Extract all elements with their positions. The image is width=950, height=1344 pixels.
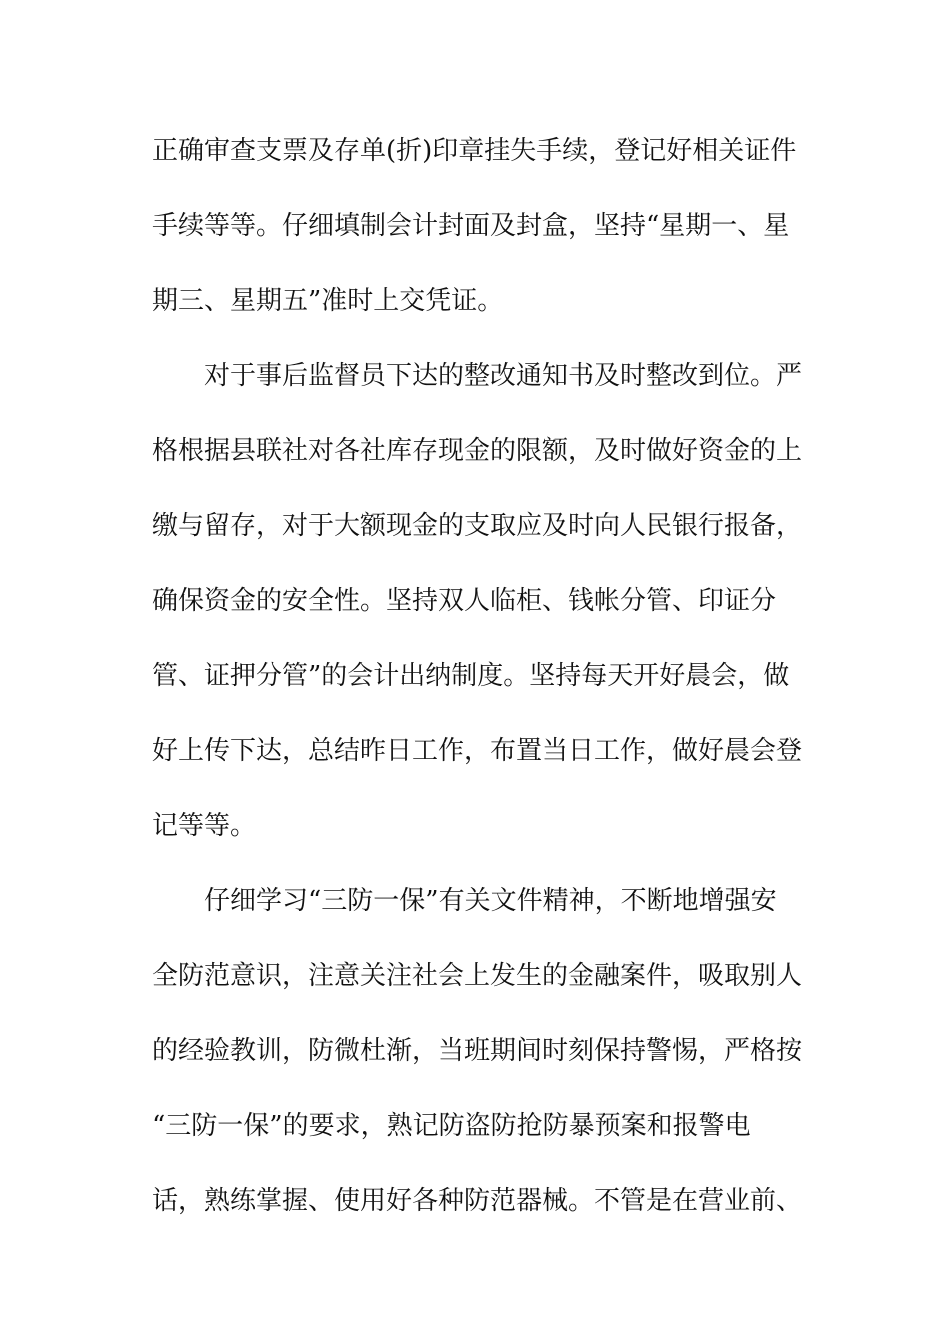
- text-line: 格根据县联社对各社库存现金的限额，及时做好资金的上: [152, 436, 803, 466]
- text-line: 缴与留存，对于大额现金的支取应及时向人民银行报备，: [152, 511, 803, 541]
- text-line: 记等等。: [152, 811, 257, 841]
- text-line: 期三、星期五”准时上交凭证。: [152, 286, 504, 316]
- text-line: 的经验教训，防微杜渐，当班期间时刻保持警惕，严格按: [152, 1036, 803, 1066]
- text-line: “三防一保”的要求，熟记防盗防抢防暴预案和报警电: [152, 1111, 751, 1141]
- text-line: 正确审查支票及存单(折)印章挂失手续，登记好相关证件: [152, 136, 797, 166]
- text-line: 全防范意识，注意关注社会上发生的金融案件，吸取别人: [152, 961, 803, 991]
- text-line: 确保资金的安全性。坚持双人临柜、钱帐分管、印证分: [152, 586, 777, 616]
- text-line: 好上传下达，总结昨日工作，布置当日工作，做好晨会登: [152, 736, 803, 766]
- paragraph-start-line: 仔细学习“三防一保”有关文件精神，不断地增强安: [152, 886, 777, 916]
- text-line: 手续等等。仔细填制会计封面及封盒，坚持“星期一、星: [152, 211, 790, 241]
- text-line: 话，熟练掌握、使用好各种防范器械。不管是在营业前、: [152, 1186, 803, 1216]
- text-line: 管、证押分管”的会计出纳制度。坚持每天开好晨会，做: [152, 661, 790, 691]
- paragraph-start-line: 对于事后监督员下达的整改通知书及时整改到位。严: [152, 361, 803, 391]
